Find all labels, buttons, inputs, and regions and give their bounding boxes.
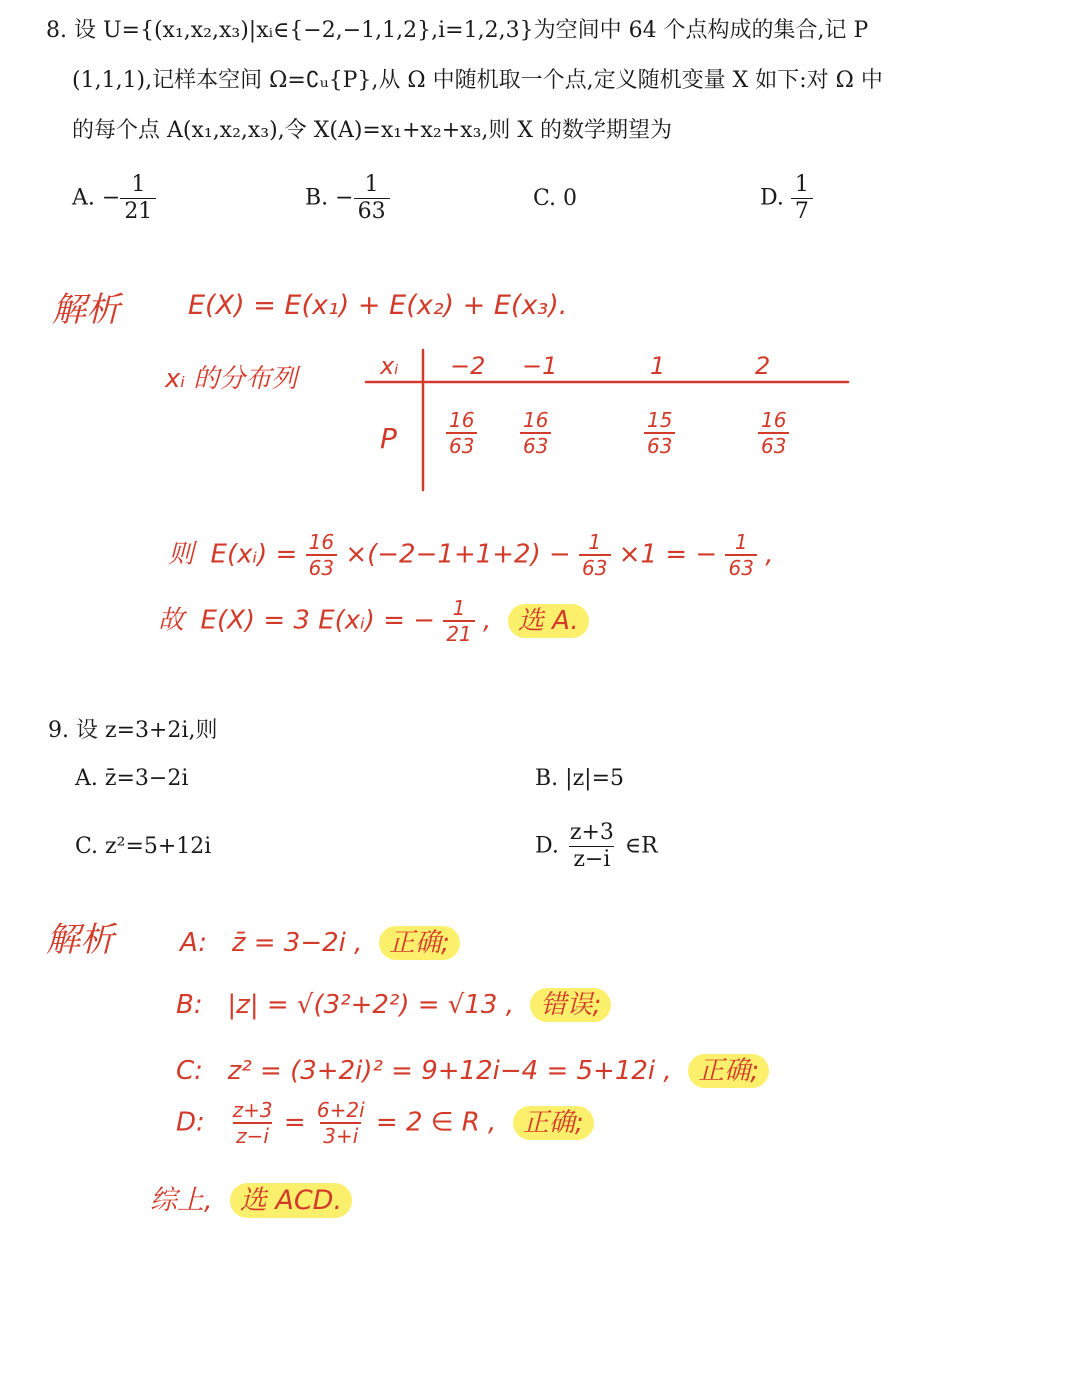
solution-9-option-d: D: $\frac{z+3}{z-i}$ = $\frac{6+2i}{3+i}$ = 2 ∈ R , 正确; [176,1098,594,1148]
solution-9-title: 解析 [46,920,114,960]
q9-option-a: A. z̄=3−2i [75,766,189,791]
solution-9-answer: 选 ACD. [230,1183,352,1218]
table-header-p: P [380,422,397,455]
q9-stem: 9. 设 z=3+2i,则 [48,718,218,743]
table-prob-1: $\frac{16}{63}$ [446,408,477,458]
q8-line-3: 的每个点 A(x₁,x₂,x₃),令 X(A)=x₁+x₂+x₃,则 X 的数学期望为 [72,118,673,143]
solution-8-step-2: 故 E(X) = 3 E(xᵢ) = − $\frac{1}{21}$ , 选 A. [158,596,589,646]
q8-option-c: C. 0 [533,186,578,211]
q8-line-1: 8. 设 U={(x₁,x₂,x₃)|xᵢ∈{−2,−1,1,2},i=1,2,3}为空间中 64 个点构成的集合,记 P [46,18,869,43]
solution-8-step-1: 则 E(xᵢ) = $\frac{16}{63}$ ×(−2−1+1+2) − $\frac{1}{63}$ ×1 = − $\frac{1}{63}$ , [168,530,774,580]
solution-8-title: 解析 [52,290,120,330]
table-value-1: −2 [450,352,486,380]
q9-option-b: B. |z|=5 [535,766,624,791]
table-prob-2: $\frac{16}{63}$ [520,408,551,458]
q8-line-2: (1,1,1),记样本空间 Ω=∁ᵤ{P},从 Ω 中随机取一个点,定义随机变量 X 如下:对 Ω 中 [72,68,883,93]
q8-option-a: A. − $\frac{1}{21}$ [72,172,156,225]
solution-9-option-a: A: z̄ = 3−2i , 正确; [180,922,460,959]
q9-option-d: D. $\frac{z+3}{z-i}$ ∈R [535,820,658,872]
distribution-caption: xᵢ 的分布列 [165,364,298,394]
solution-9-summary: 综上, 选 ACD. [150,1178,352,1217]
q8-option-d: D. $\frac{1}{7}$ [760,172,813,225]
table-value-2: −1 [522,352,558,380]
verdict-c: 正确; [688,1054,769,1088]
verdict-b: 错误; [530,988,611,1022]
table-prob-3: $\frac{15}{63}$ [644,408,675,458]
table-prob-4: $\frac{16}{63}$ [758,408,789,458]
table-value-3: 1 [650,352,666,380]
table-header-xi: xᵢ [380,352,399,380]
q8-option-b: B. − $\frac{1}{63}$ [305,172,390,225]
verdict-d: 正确; [513,1106,594,1140]
solution-9-option-b: B: |z| = √(3²+2²) = √13 , 错误; [176,984,611,1021]
q9-option-c: C. z²=5+12i [75,834,212,859]
solution-9-option-c: C: z² = (3+2i)² = 9+12i−4 = 5+12i , 正确; [176,1050,769,1087]
solution-8-answer: 选 A. [508,604,589,638]
solution-8-expectation-sum: E(X) = E(x₁) + E(x₂) + E(x₃). [188,290,568,321]
verdict-a: 正确; [379,926,460,960]
table-value-4: 2 [755,352,771,380]
